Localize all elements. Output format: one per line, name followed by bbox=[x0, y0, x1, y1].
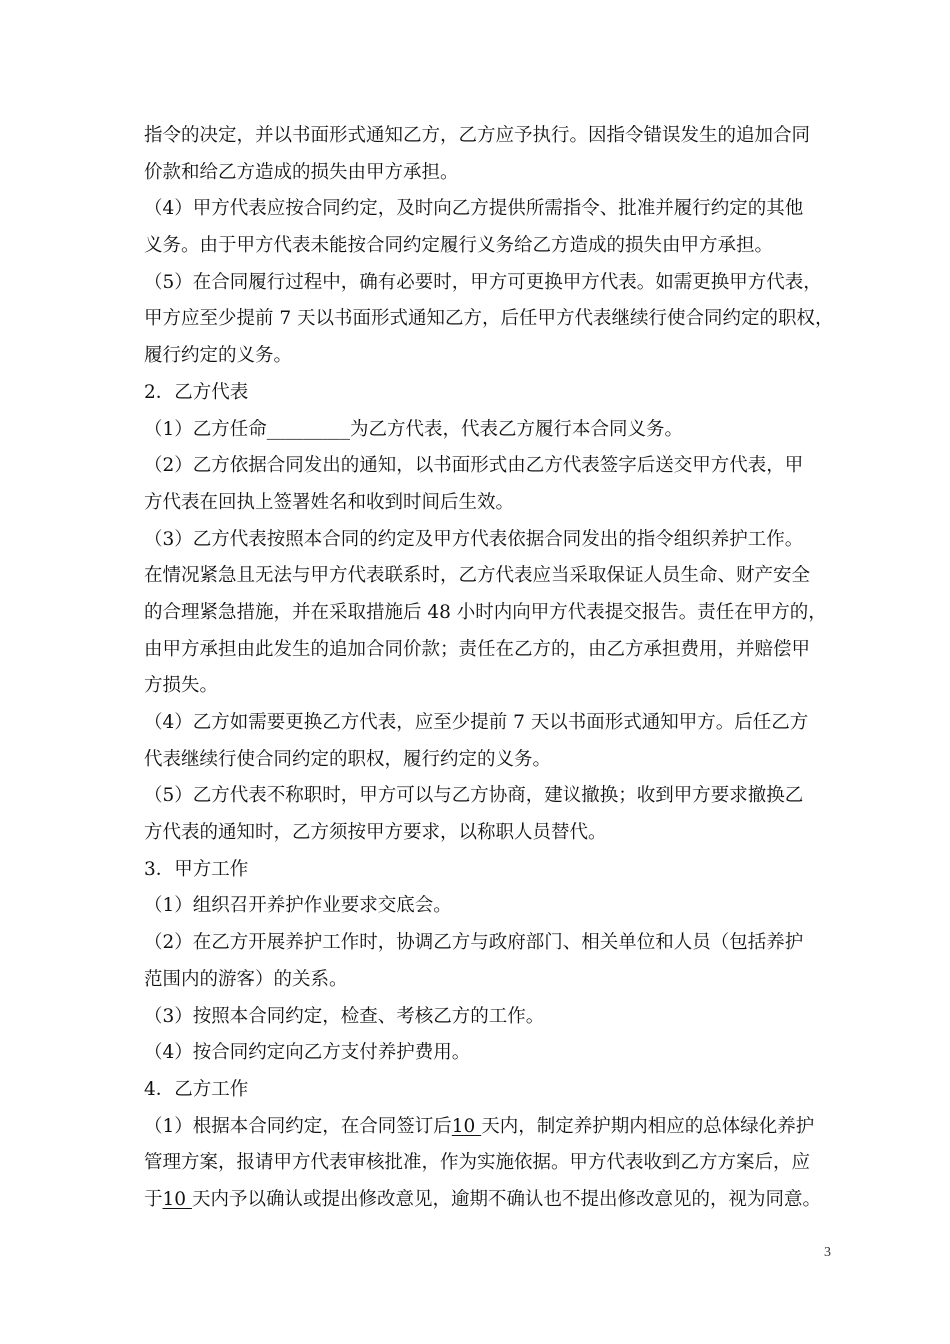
text-line: 方损失。 bbox=[144, 675, 219, 697]
text-line: （1）组织召开养护作业要求交底会。 bbox=[144, 895, 452, 917]
text-segment: 于 bbox=[144, 1188, 163, 1210]
text-line: （3）按照本合同约定，检查、考核乙方的工作。 bbox=[144, 1005, 545, 1027]
document-body bbox=[144, 118, 834, 1219]
text-line: （5）乙方代表不称职时，甲方可以与乙方协商，建议撤换；收到甲方要求撤换乙 bbox=[144, 785, 804, 807]
text-segment: 天内予以确认或提出修改意见，逾期不确认也不提出修改意见的，视为同意。 bbox=[191, 1188, 821, 1210]
text-line: 价款和给乙方造成的损失由甲方承担。 bbox=[144, 161, 459, 183]
text-line: 方代表在回执上签署姓名和收到时间后生效。 bbox=[144, 491, 515, 513]
underlined-days-value: 10 bbox=[451, 1115, 482, 1137]
text-line: （4）按合同约定向乙方支付养护费用。 bbox=[144, 1042, 471, 1064]
text-line: 履行约定的义务。 bbox=[144, 345, 293, 367]
section-heading: 3．甲方工作 bbox=[144, 858, 249, 880]
text-line: 由甲方承担由此发生的追加合同价款；责任在乙方的，由乙方承担费用，并赔偿甲 bbox=[144, 638, 811, 660]
underlined-days-value: 10 bbox=[162, 1188, 192, 1210]
text-line: 代表继续行使合同约定的职权，履行约定的义务。 bbox=[144, 748, 552, 770]
text-line: 甲方应至少提前 7 天以书面形式通知乙方，后任甲方代表继续行使合同约定的职权， bbox=[144, 308, 834, 330]
text-segment: （1）根据本合同约定，在合同签订后 bbox=[144, 1115, 452, 1137]
text-line: （5）在合同履行过程中，确有必要时，甲方可更换甲方代表。如需更换甲方代表， bbox=[144, 271, 822, 293]
text-line: （4）甲方代表应按合同约定，及时向乙方提供所需指令、批准并履行约定的其他 bbox=[144, 198, 804, 220]
section-heading: 4．乙方工作 bbox=[144, 1078, 249, 1100]
text-line: 方代表的通知时，乙方须按甲方要求，以称职人员替代。 bbox=[144, 822, 607, 844]
text-line: （2）在乙方开展养护工作时，协调乙方与政府部门、相关单位和人员（包括养护 bbox=[144, 932, 804, 954]
text-line: 义务。由于甲方代表未能按合同约定履行义务给乙方造成的损失由甲方承担。 bbox=[144, 235, 774, 257]
text-line: 范围内的游客）的关系。 bbox=[144, 968, 348, 990]
text-line: （2）乙方依据合同发出的通知，以书面形式由乙方代表签字后送交甲方代表，甲 bbox=[144, 455, 804, 477]
text-line: （1）乙方任命_________为乙方代表，代表乙方履行本合同义务。 bbox=[144, 418, 684, 440]
text-segment: 天内，制定养护期内相应的总体绿化养护 bbox=[481, 1115, 815, 1137]
text-line: 指令的决定，并以书面形式通知乙方，乙方应予执行。因指令错误发生的追加合同 bbox=[144, 125, 811, 146]
section-heading: 2．乙方代表 bbox=[144, 381, 249, 403]
text-line: 在情况紧急且无法与甲方代表联系时，乙方代表应当采取保证人员生命、财产安全 bbox=[144, 565, 811, 587]
text-line: 的合理紧急措施，并在采取措施后 48 小时内向甲方代表提交报告。责任在甲方的， bbox=[144, 601, 827, 623]
text-line: （4）乙方如需要更换乙方代表，应至少提前 7 天以书面形式通知甲方。后任乙方 bbox=[144, 712, 809, 733]
text-line: 管理方案，报请甲方代表审核批准，作为实施依据。甲方代表收到乙方方案后，应 bbox=[144, 1152, 811, 1174]
text-line: （3）乙方代表按照本合同的约定及甲方代表依据合同发出的指令组织养护工作。 bbox=[144, 528, 804, 550]
page-number: 3 bbox=[824, 1245, 831, 1260]
text-line bbox=[144, 1182, 834, 1219]
text-line bbox=[144, 1109, 834, 1146]
